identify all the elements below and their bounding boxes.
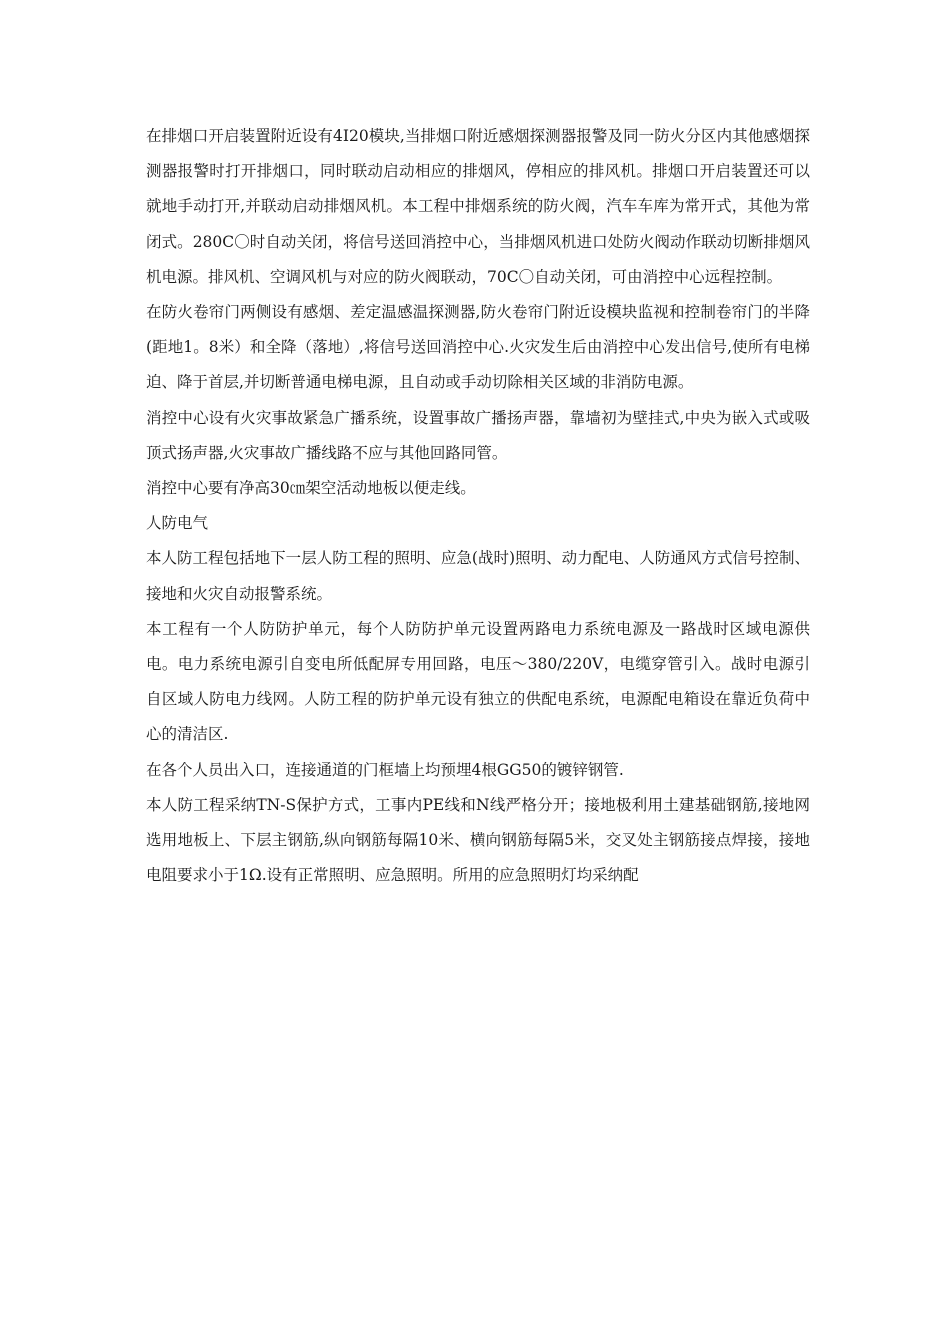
document-body (146, 119, 810, 893)
paragraph-smoke-exhaust: 在排烟口开启装置附近设有4I20模块,当排烟口附近感烟探测器报警及同一防火分区内其他感烟探测器报警时打开排烟口，同时联动启动相应的排烟风，停相应的排风机。排烟口开启装置还可以就地手动打开,并联动启动排烟风机。本工程中排烟系统的防火阀，汽车车库为常开式，其他为常闭式。280C〇时自动关闭，将信号送回消控中心，当排烟风机进口处防火阀动作联动切断排烟风机电源。排风机、空调风机与对应的防火阀联动，70C〇自动关闭，可由消控中心远程控制。 (146, 127, 810, 286)
paragraph-fire-shutter: 在防火卷帘门两侧设有感烟、差定温感温探测器,防火卷帘门附近设模块监视和控制卷帘门的半降(距地1。8米）和全降（落地）,将信号送回消控中心.火灾发生后由消控中心发出信号,使所有电梯迫、降于首层,并切断普通电梯电源，且自动或手动切除相关区域的非消防电源。 (146, 303, 810, 392)
paragraph-raised-floor: 消控中心要有净高30㎝架空活动地板以便走线。 (146, 479, 476, 498)
section-heading-civil-defense-electrical: 人防电气 (146, 514, 209, 533)
paragraph-conduits: 在各个人员出入口，连接通道的门框墙上均预埋4根GG50的镀锌钢管. (146, 760, 624, 779)
paragraph-power-supply: 本工程有一个人防防护单元，每个人防防护单元设置两路电力系统电源及一路战时区域电源供电。电力系统电源引自变电所低配屏专用回路，电压～380/220V，电缆穿管引入。战时电源引自区域人防电力线网。人防工程的防护单元设有独立的供配电系统，电源配电箱设在靠近负荷中心的清洁区. (146, 619, 810, 744)
paragraph-civil-defense-scope: 本人防工程包括地下一层人防工程的照明、应急(战时)照明、动力配电、人防通风方式信号控制、接地和火灾自动报警系统。 (146, 549, 810, 603)
paragraph-grounding: 本人防工程采纳TN-S保护方式，工事内PE线和N线严格分开；接地极利用土建基础钢筋,接地网选用地板上、下层主钢筋,纵向钢筋每隔10米、横向钢筋每隔5米，交叉处主钢筋接点焊接，接地电阻要求小于1Ω.设有正常照明、应急照明。所用的应急照明灯均采纳配 (146, 795, 810, 885)
paragraph-emergency-broadcast: 消控中心设有火灾事故紧急广播系统，设置事故广播扬声器，靠墙初为壁挂式,中央为嵌入式或吸顶式扬声器,火灾事故广播线路不应与其他回路同管。 (146, 408, 810, 462)
